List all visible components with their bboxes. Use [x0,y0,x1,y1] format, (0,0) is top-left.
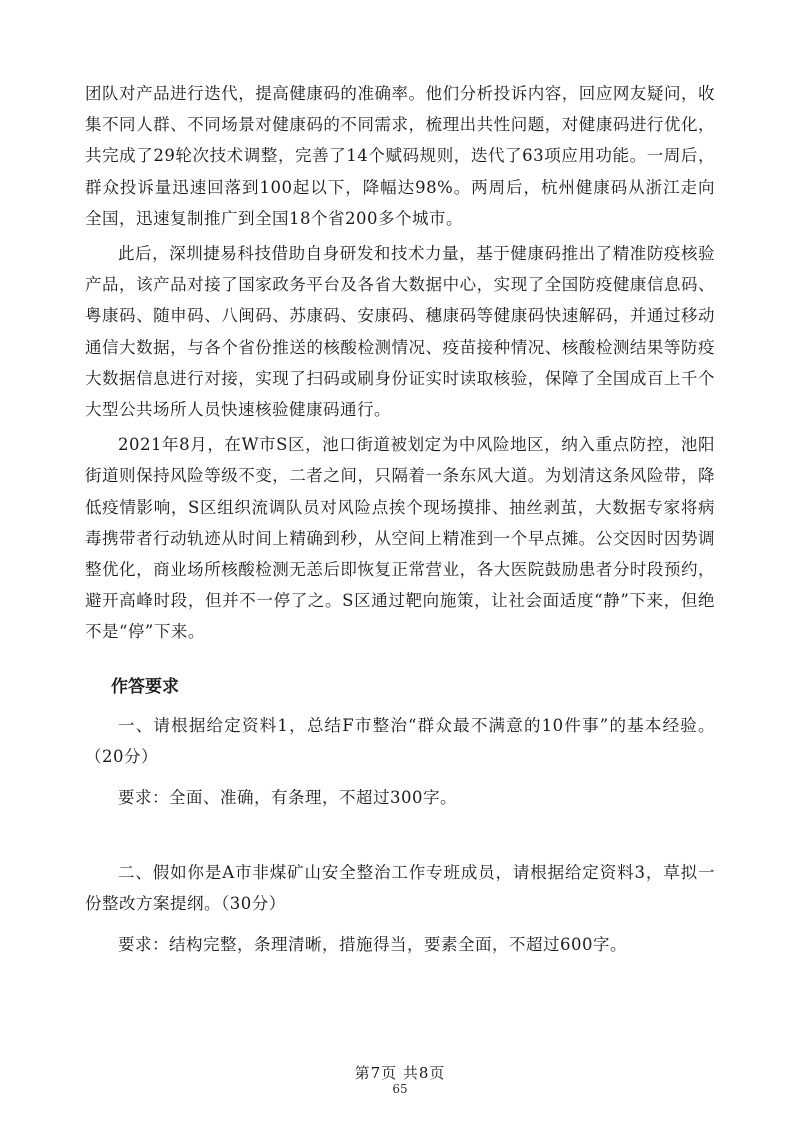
question-1-text: 一、请根据给定资料1，总结F市整治“群众最不满意的10件事”的基本经验。（20分） [85,715,715,766]
question-1-requirement: 要求：全面、准确，有条理，不超过300字。 [118,788,457,808]
question-2 [85,857,715,960]
paragraph-1: 团队对产品进行迭代，提高健康码的准确率。他们分析投诉内容，回应网友疑问，收集不同人群、不同场景对健康码的不同需求，梳理出共性问题，对健康码进行优化，共完成了29轮次技术调整，完善了14个赋码规则，迭代了63项应用功能。一周后，群众投诉量迅速回落到100起以下，降幅达98%。两周后，杭州健康码从浙江走向全国，迅速复制推广到全国18个省200多个城市。 [85,84,715,228]
question-1 [85,710,715,813]
document-body [85,78,715,968]
section-title: 作答要求 [111,676,179,697]
question-2-requirement: 要求：结构完整，条理清晰，措施得当，要素全面，不超过600字。 [118,935,627,955]
page-number: 65 [392,1082,408,1096]
paragraph-3: 2021年8月，在W市S区，池口街道被划定为中风险地区，纳入重点防控，池阳街道则保持风险等级不变，二者之间，只隔着一条东风大道。为划清这条风险带，降低疫情影响，S区组织流调队员对风险点挨个现场摸排、抽丝剥茧，大数据专家将病毒携带者行动轨迹从时间上精确到秒，从空间上精准到一个早点摊。公交因时因势调整优化，商业场所核酸检测无恙后即恢复正常营业，各大医院鼓励患者分时段预约，避开高峰时段，但并不一停了之。S区通过靶向施策，让社会面适度“静”下来，但绝不是“停”下来。 [85,435,715,642]
question-2-text: 二、假如你是A市非煤矿山安全整治工作专班成员，请根据给定资料3，草拟一份整改方案提纲。（30分） [85,863,715,914]
paragraph-2: 此后，深圳捷易科技借助自身研发和技术力量，基于健康码推出了精准防疫核验产品，该产品对接了国家政务平台及各省大数据中心，实现了全国防疫健康信息码、粤康码、随申码、八闽码、苏康码、安康码、穗康码等健康码快速解码，并通过移动通信大数据，与各个省份推送的核酸检测情况、疫苗接种情况、核酸检测结果等防疫大数据信息进行对接，实现了扫码或刷身份证实时读取核验，保障了全国成百上千个大型公共场所人员快速核验健康码通行。 [85,244,715,420]
page-footer: 第7页 共8页 [354,1064,446,1082]
